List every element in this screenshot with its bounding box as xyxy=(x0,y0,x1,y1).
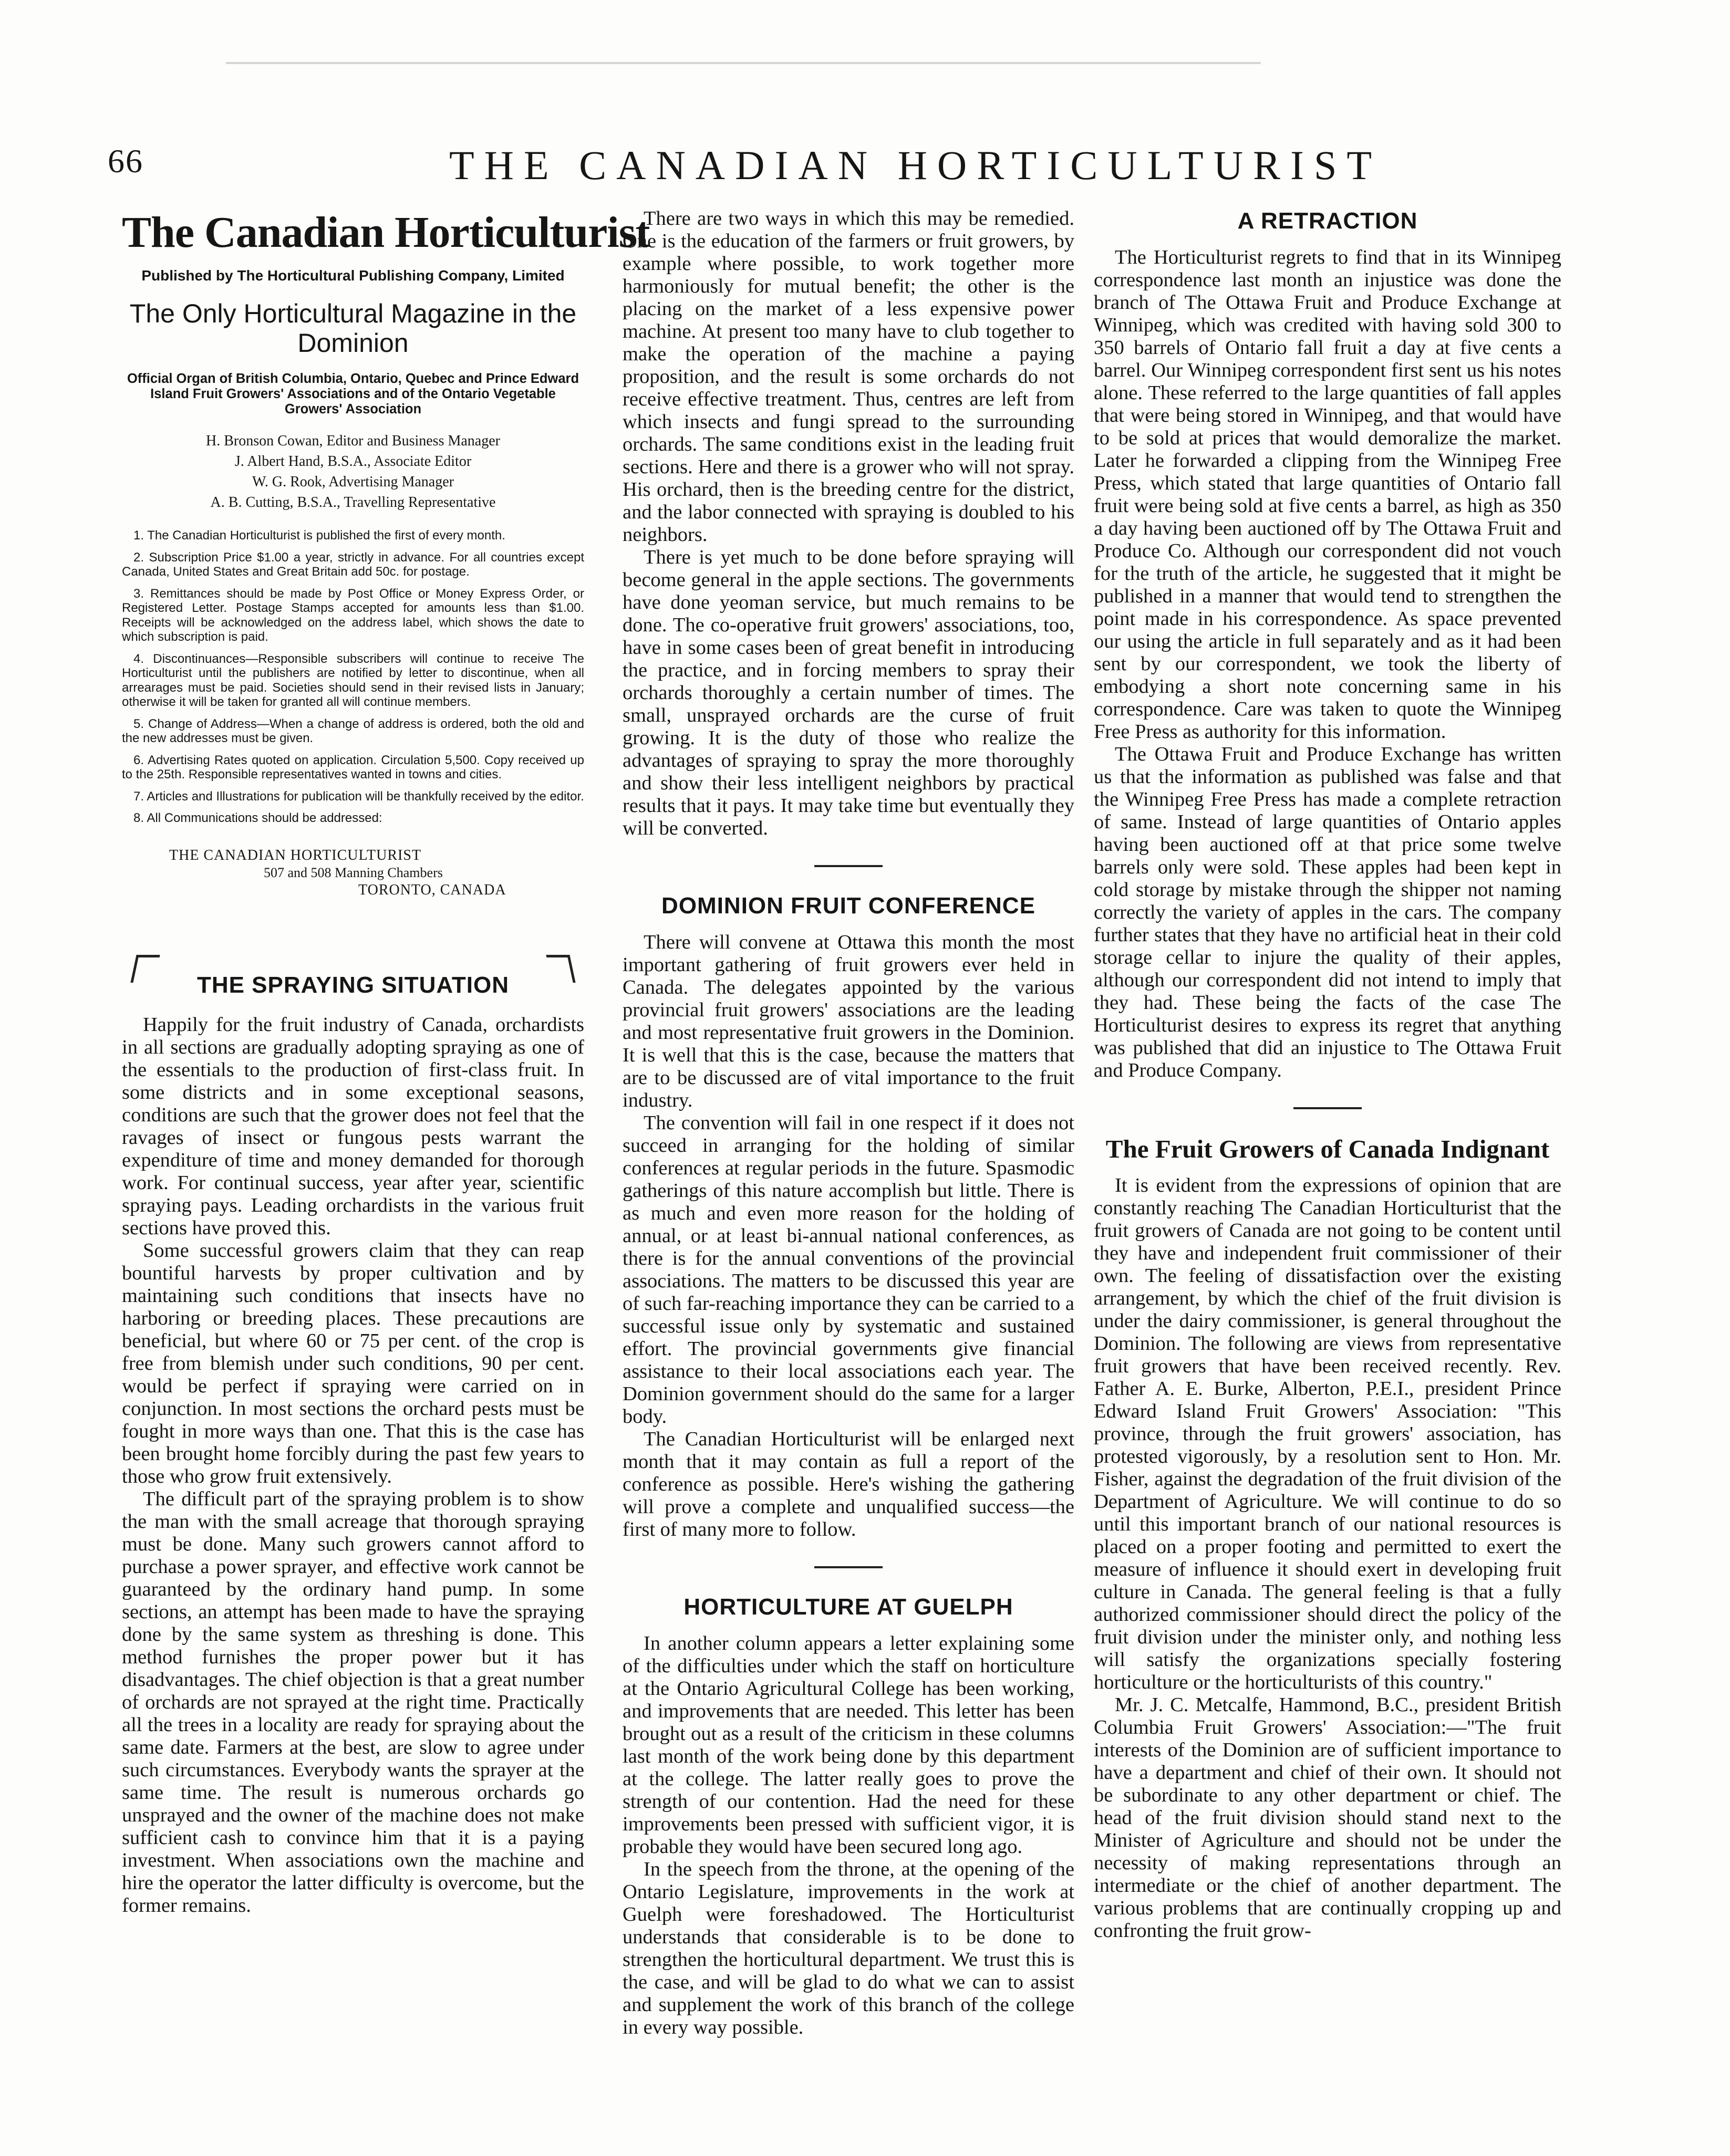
indignant-paragraph-2: Mr. J. C. Metcalfe, Hammond, B.C., president British Columbia Fruit Growers' Association:—"The fruit interests of the Dominion are of sufficient importance to have a department and chief of their own. It should not be subordinate to any other department or chief. The head of the fruit division should stand next to the Minister of Agriculture and should not be under the necessity of making representations through an intermediate or the chief of another department. The various problems that are continually cropping up and confronting the fruit grow- xyxy=(1094,1694,1561,1942)
notice-7: 7. Articles and Illustrations for publication will be thankfully received by the editor. xyxy=(133,789,584,804)
spraying-continued-paragraph-2: There is yet much to be done before spraying will become general in the apple sections. The governments have done yeoman service, but much remains to be done. The co-operative fruit growers' associations, too, have in some cases been of great benefit in introducing the practice, and in forcing members to spray their orchards thoroughly a certain number of times. The small, unsprayed orchards are the curse of fruit growing. It is the duty of those who realize the advantages of spraying to spray the more thoroughly and show their less intelligent neighbors by practical results that it pays. It may take time but eventually they will be converted. xyxy=(623,546,1074,839)
staff-editor: H. Bronson Cowan, Editor and Business Manager xyxy=(206,433,500,449)
spraying-paragraph-2: Some successful growers claim that they can reap bountiful harvests by proper cultivation and by maintaining such conditions that insects have no harboring or breeding places. These precautions are beneficial, but where 60 or 75 per cent. of the crop is free from blemish under such conditions, 90 per cent. would be perfect if spraying were carried on in conjunction. In most sections the orchard pests must be fought in more ways than one. That this is the case has been brought home forcibly during the past few years to those who grow fruit extensively. xyxy=(122,1239,584,1487)
dominion-heading: DOMINION FRUIT CONFERENCE xyxy=(661,893,1035,919)
staff-advertising-manager: W. G. Rook, Advertising Manager xyxy=(252,474,454,490)
running-title: THE CANADIAN HORTICULTURIST xyxy=(449,142,1382,188)
staff-list xyxy=(122,431,584,513)
column-2 xyxy=(623,207,1074,2039)
notice-2: 2. Subscription Price $1.00 a year, strictly in advance. For all countries except Canada, United States and Great Britain add 50c. for postage. xyxy=(122,550,584,579)
spraying-continued-paragraph-1: There are two ways in which this may be remedied. One is the education of the farmers or fruit growers, by example where possible, to work together more harmoniously for mutual benefit; the other is the placing on the market of a less expensive power machine. At present too many have to club together to make the operation of the machine a paying proposition, and the result is some orchards do not receive effective treatment. Thus, centres are left from which insects and fungi spread to the surrounding orchards. The same conditions exist in the leading fruit sections. Here and there is a grower who will not spray. His orchard, then is the breeding centre for the district, and the labor connected with spraying is doubled to his neighbors. xyxy=(623,207,1074,546)
masthead-title: The Canadian Horticulturist xyxy=(122,208,650,257)
retraction-heading: A RETRACTION xyxy=(1237,208,1418,234)
guelph-paragraph-1: In another column appears a letter explaining some of the difficulties under which the staff on horticulture at the Ontario Agricultural College has been working, and improvements that are needed. This letter has been brought out as a result of the criticism in these columns last month of the work being done by this department at the college. The latter really goes to prove the strength of our contention. Had the need for these improvements been pressed with sufficient vigor, it is probable they would have been secured long ago. xyxy=(623,1632,1074,1858)
spraying-heading-box xyxy=(122,964,584,999)
page-number: 66 xyxy=(108,142,143,180)
indignant-heading: The Fruit Growers of Canada Indignant xyxy=(1105,1134,1550,1163)
staff-associate-editor: J. Albert Hand, B.S.A., Associate Editor xyxy=(234,453,472,470)
retraction-paragraph-2: The Ottawa Fruit and Produce Exchange has written us that the information as published was false and that the Winnipeg Free Press has made a complete retraction of same. Instead of large quantities of Ontario apples having been auctioned off at that price some twelve barrels only were sold. These apples had been kept in cold storage by mistake through the shipper not naming correctly the variety of apples in the cars. The company further states that they have no artificial heat in their cold storage cellar to injure the quality of their apples, although our correspondent did not intend to imply that they had. These being the facts of the case The Horticulturist desires to express its regret that anything was published that did an injustice to The Ottawa Fruit and Produce Company. xyxy=(1094,743,1561,1081)
spraying-paragraph-1: Happily for the fruit industry of Canada, orchardists in all sections are gradually adopting spraying as one of the essentials to the production of first-class fruit. In some districts and in some exceptional seasons, conditions are such that the grower does not feel that the ravages of insect or fungous pests warrant the expenditure of time and money demanded for thorough work. For continual success, year after year, scientific spraying pays. Leading orchardists in the various fruit sections have proved this. xyxy=(122,1013,584,1239)
address-street: 507 and 508 Manning Chambers xyxy=(264,865,443,880)
column-3 xyxy=(1094,207,1561,1942)
spraying-paragraph-3: The difficult part of the spraying problem is to show the man with the small acreage that thorough spraying must be done. Many such growers cannot afford to purchase a power sprayer, and effective work cannot be guaranteed by the ordinary hand pump. In some sections, an attempt has been made to have the spraying done by the same system as threshing is done. This method furnishes the proper power but it has disadvantages. The chief objection is that a great number of orchards are not sprayed at the right time. Practically all the trees in a locality are ready for spraying about the same date. Farmers at the best, are slow to agree under such circumstances. Everybody wants the sprayer at the same time. The result is numerous orchards go unsprayed and the owner of the machine does not make sufficient cash to convince him that it is a paying investment. When associations own the machine and hire the operator the latter difficulty is overcome, but the former remains. xyxy=(122,1487,584,1917)
notice-1: 1. The Canadian Horticulturist is published the first of every month. xyxy=(133,528,505,543)
masthead-tagline: The Only Horticultural Magazine in the Dominion xyxy=(129,299,577,358)
indignant-paragraph-1: It is evident from the expressions of opinion that are constantly reaching The Canadian Horticulturist that the fruit growers of Canada are not going to be content until they have and independent fruit commissioner of their own. The feeling of dissatisfaction over the existing arrangement, by which the chief of the fruit division is under the dairy commissioner, is general throughout the Dominion. The following are views from representative fruit growers that have been received recently. Rev. Father A. E. Burke, Alberton, P.E.I., president Prince Edward Island Fruit Growers' Association: "This province, through the fruit growers' association, has protested vigorously, by a resolution sent to Hon. Mr. Fisher, against the degradation of the fruit division of the Department of Agriculture. We will continue to do so until this important branch of our national resources is placed on a proper footing and permitted to exert the measure of influence it should exert in developing fruit culture in Canada. The general feeling is that a fully authorized commissioner should direct the policy of the fruit division under the minister only, and nothing less will satisfy the organizations specially fostering horticulture or the horticulturists of this country." xyxy=(1094,1174,1561,1693)
dominion-paragraph-2: The convention will fail in one respect if it does not succeed in arranging for the holding of similar conferences at regular periods in the future. Spasmodic gatherings of this nature accomplish but little. There is as much and even more reason for the holding of annual, or at least bi-annual national conferences, as there is for the annual conventions of the provincial associations. The matters to be discussed this year are of such far-reaching importance they can be carried to a successful issue only by systematic and sustained effort. The provincial governments give financial assistance to their local associations each year. The Dominion government should do the same for a larger body. xyxy=(623,1112,1074,1428)
top-rule xyxy=(0,62,1730,64)
section-rule xyxy=(814,865,883,867)
notice-6: 6. Advertising Rates quoted on application. Circulation 5,500. Copy received up to the 25th. Responsible representatives wanted in towns and cities. xyxy=(122,753,584,782)
staff-travelling-representative: A. B. Cutting, B.S.A., Travelling Representative xyxy=(210,494,496,511)
address-name: THE CANADIAN HORTICULTURIST xyxy=(169,847,422,863)
dominion-paragraph-3: The Canadian Horticulturist will be enlarged next month that it may contain as full a report of the conference as possible. Here's wishing the gathering will prove a complete and unqualified success—the first of many more to follow. xyxy=(623,1428,1074,1540)
notice-5: 5. Change of Address—When a change of address is ordered, both the old and the new addresses must be given. xyxy=(122,716,584,745)
guelph-heading: HORTICULTURE AT GUELPH xyxy=(683,1594,1013,1620)
column-1 xyxy=(122,207,650,1917)
spraying-heading: THE SPRAYING SITUATION xyxy=(196,972,510,998)
address-city: TORONTO, CANADA xyxy=(358,881,506,898)
section-rule xyxy=(814,1566,883,1568)
notice-8: 8. All Communications should be addressed: xyxy=(133,811,382,825)
masthead-official-organ: Official Organ of British Columbia, Ontario, Quebec and Prince Edward Island Fruit Growers' Associations and of the Ontario Vegetable Growers' Association xyxy=(127,371,579,416)
guelph-paragraph-2: In the speech from the throne, at the opening of the Ontario Legislature, improvements in the work at Guelph were foreshadowed. The Horticulturist understands that considerable is to be done to strengthen the horticultural department. We trust this is the case, and will be glad to do what we can to assist and supplement the work of this branch of the college in every way possible. xyxy=(623,1858,1074,2038)
running-head xyxy=(108,142,1647,192)
section-rule xyxy=(1293,1107,1362,1109)
masthead-publisher: Published by The Horticultural Publishing Company, Limited xyxy=(141,267,565,284)
dominion-paragraph-1: There will convene at Ottawa this month the most important gathering of fruit growers ever held in Canada. The delegates appointed by the various provincial fruit growers' associations are the leading and most representative fruit growers in the Dominion. It is well that this is the case, because the matters that are to be discussed are of vital importance to the fruit industry. xyxy=(623,931,1074,1111)
notice-4: 4. Discontinuances—Responsible subscribers will continue to receive The Horticulturist until the publishers are notified by letter to discontinue, when all arrearages must be paid. Societies should send in their revised lists in January; otherwise it will be taken for granted all will continue members. xyxy=(122,651,584,709)
notice-3: 3. Remittances should be made by Post Office or Money Express Order, or Registered Letter. Postage Stamps accepted for amounts less than $1.00. Receipts will be acknowledged on the address label, which shows the date to which subscription is paid. xyxy=(122,586,584,644)
retraction-paragraph-1: The Horticulturist regrets to find that in its Winnipeg correspondence last month an injustice was done the branch of The Ottawa Fruit and Produce Exchange at Winnipeg, which was credited with having sold 300 to 350 barrels of Ontario fall fruit a day at five cents a barrel. Our Winnipeg correspondent first sent us his notes alone. These referred to the large quantities of fall apples that were being stored in Winnipeg, and that would have to be sold at prices that would demoralize the market. Later he forwarded a clipping from the Winnipeg Free Press, which stated that large quantities of Ontario fall fruit were being sold at five cents a barrel, as high as 350 a day having been auctioned off by The Ottawa Fruit and Produce Co. Although our correspondent did not vouch for the truth of the article, he suggested that it might be published in a manner that would tend to strengthen the point made in his correspondence. As space prevented our using the article in full separately and as it had been sent by our correspondent, we took the liberty of embodying a short note concerning same in his correspondence. Care was taken to quote the Winnipeg Free Press as authority for this information. xyxy=(1094,246,1561,743)
